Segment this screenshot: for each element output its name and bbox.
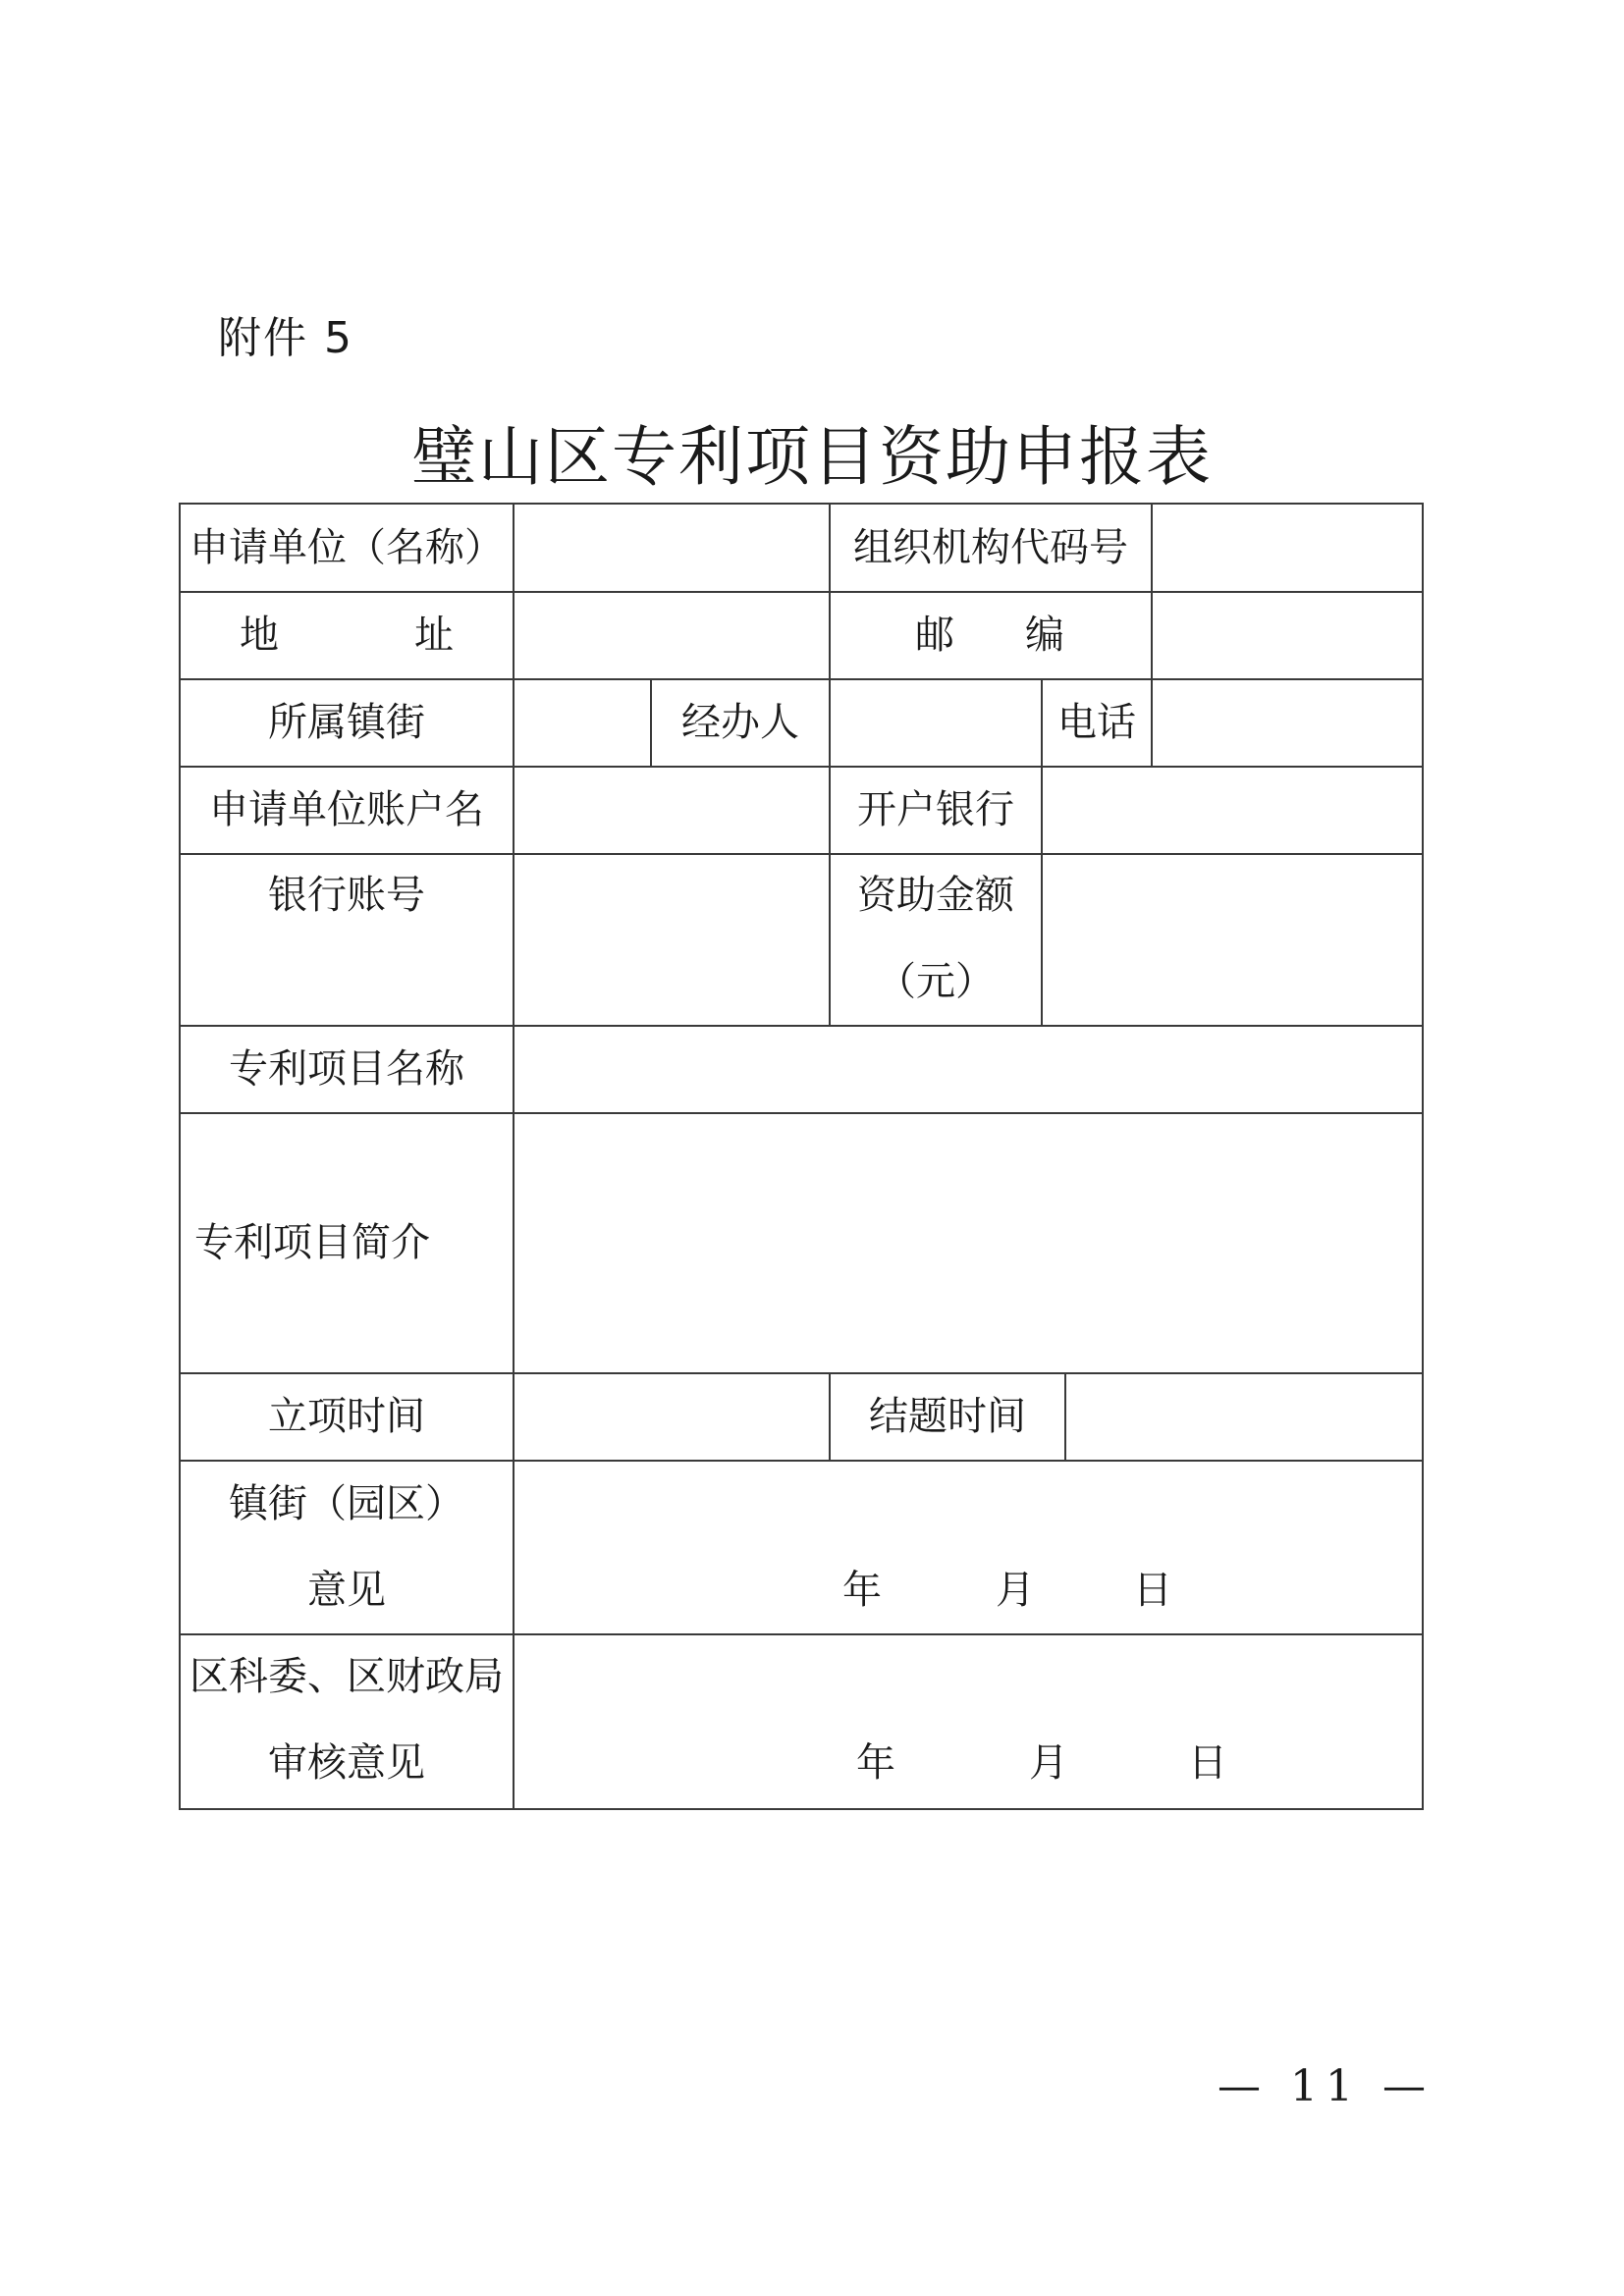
page-number: — 11 — bbox=[1218, 2061, 1434, 2111]
label-bank: 开户银行 bbox=[857, 787, 1014, 832]
row-divider bbox=[181, 1112, 1422, 1114]
row-divider bbox=[181, 1460, 1422, 1462]
label-project-intro: 专利项目简介 bbox=[194, 1220, 430, 1265]
row-divider bbox=[181, 678, 1422, 680]
row-divider bbox=[181, 1633, 1422, 1635]
column-divider bbox=[513, 505, 514, 1808]
label-handler: 经办人 bbox=[681, 700, 799, 745]
column-divider bbox=[1151, 505, 1153, 766]
label-town: 所属镇街 bbox=[268, 700, 425, 745]
attachment-label: 附件 5 bbox=[218, 313, 353, 363]
label-project-name: 专利项目名称 bbox=[229, 1046, 464, 1092]
row-divider bbox=[181, 591, 1422, 593]
row-divider bbox=[181, 853, 1422, 855]
application-form-table bbox=[179, 503, 1424, 1810]
label-account-name: 申请单位账户名 bbox=[209, 787, 484, 832]
column-divider bbox=[1064, 1372, 1066, 1460]
label-town-opinion: 镇街（园区） bbox=[229, 1481, 464, 1526]
label-grant-amount: 资助金额 bbox=[857, 873, 1014, 918]
row-divider bbox=[181, 766, 1422, 768]
label-start-time: 立项时间 bbox=[268, 1394, 425, 1439]
label-unit-name: 申请单位（名称） bbox=[189, 525, 504, 570]
column-divider bbox=[829, 505, 831, 1025]
review-month: 月 bbox=[1029, 1740, 1068, 1786]
label-org-code: 组织机构代码号 bbox=[853, 525, 1128, 570]
label-end-time: 结题时间 bbox=[869, 1394, 1026, 1439]
town-opinion-month: 月 bbox=[996, 1568, 1035, 1613]
town-opinion-day: 日 bbox=[1133, 1568, 1172, 1613]
label-review: 区科委、区财政局 bbox=[189, 1654, 504, 1699]
review-year: 年 bbox=[856, 1740, 895, 1786]
label-postcode-char-1: 邮 bbox=[915, 613, 954, 658]
label-address-char-1: 地 bbox=[240, 613, 279, 658]
row-divider bbox=[181, 1372, 1422, 1374]
label-phone: 电话 bbox=[1057, 700, 1136, 745]
label-account-number: 银行账号 bbox=[268, 873, 425, 918]
row-divider bbox=[181, 1025, 1422, 1027]
label-address-char-2: 址 bbox=[414, 613, 454, 658]
town-opinion-year: 年 bbox=[842, 1568, 882, 1613]
review-day: 日 bbox=[1188, 1740, 1227, 1786]
label-postcode-char-2: 编 bbox=[1025, 613, 1064, 658]
label-review-2: 审核意见 bbox=[268, 1740, 425, 1786]
page-title: 璧山区专利项目资助申报表 bbox=[411, 419, 1213, 495]
label-postcode bbox=[915, 612, 1064, 659]
label-grant-amount-unit: （元） bbox=[877, 959, 995, 1004]
label-address bbox=[240, 612, 454, 659]
label-town-opinion-2: 意见 bbox=[307, 1568, 386, 1613]
